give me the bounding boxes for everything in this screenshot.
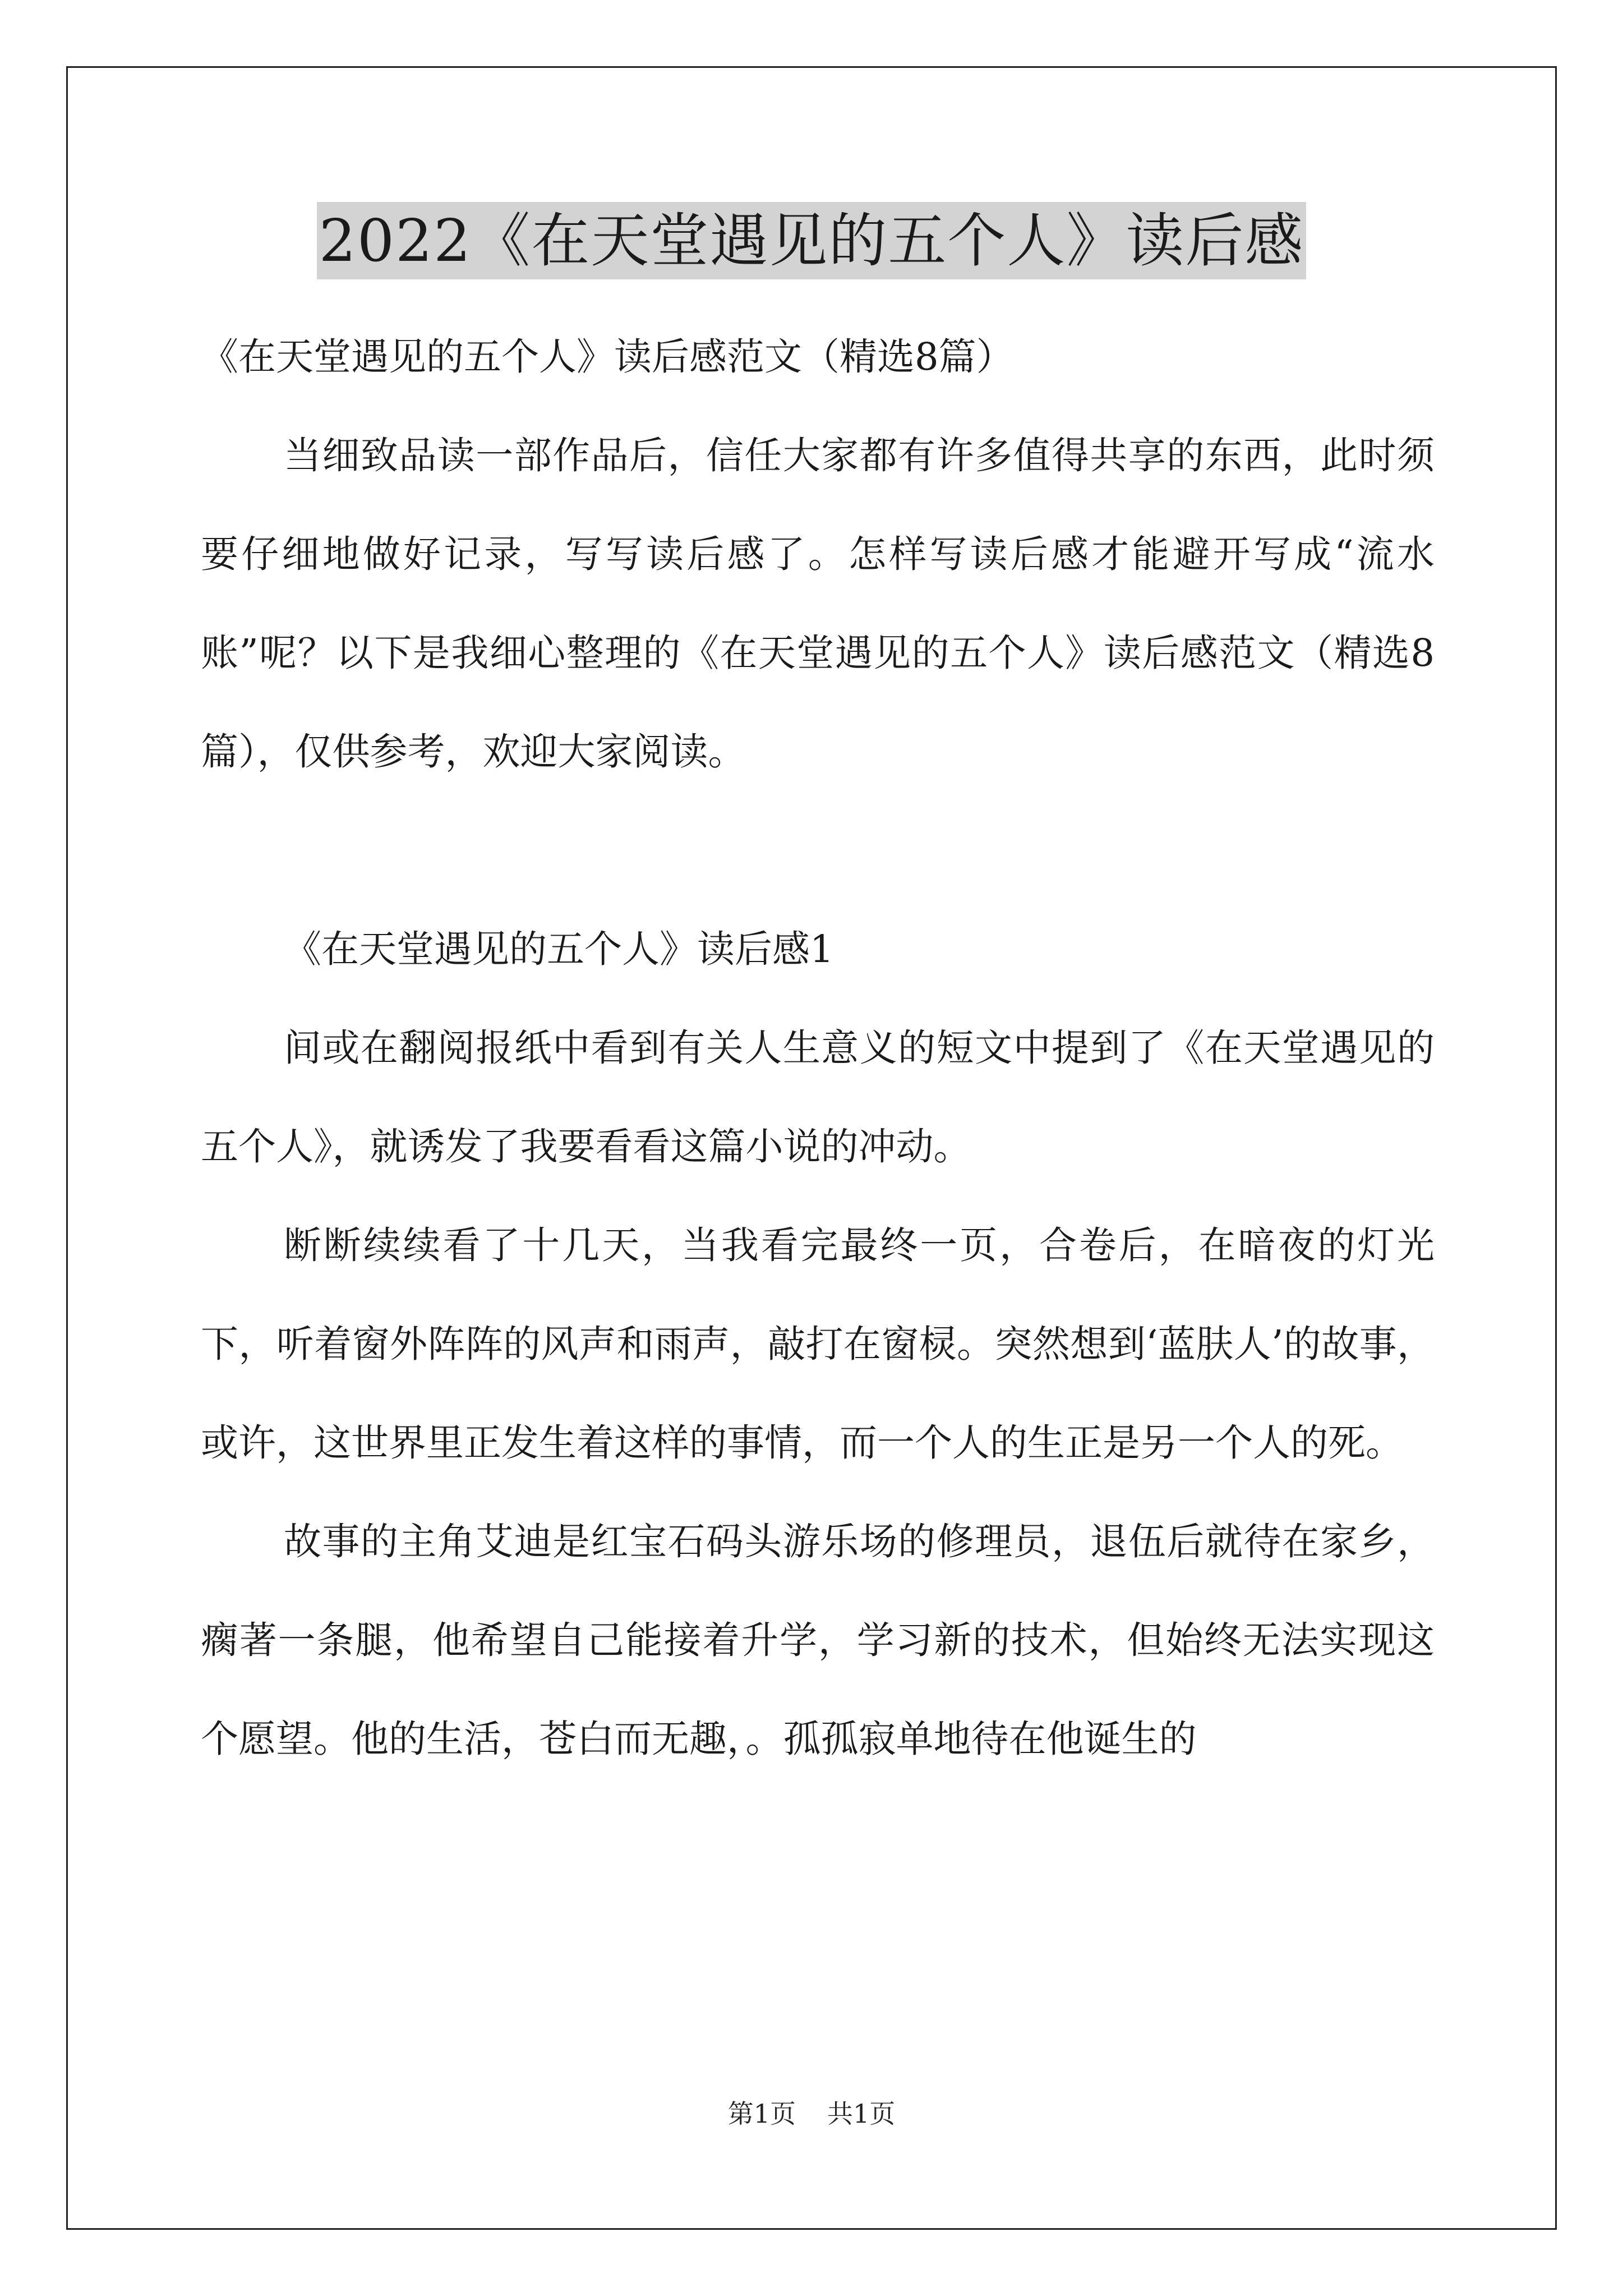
page-number: 第1页 — [727, 2099, 796, 2129]
title-container — [0, 202, 1623, 279]
body-paragraph-2: 断断续续看了十几天，当我看完最终一页，合卷后，在暗夜的灯光下，听着窗外阵阵的风声和雨声，敲打在窗棂。突然想到‘蓝肤人’的故事，或许，这世界里正发生着这样的事情，而一个人的生正是另一个人的死。 — [201, 1223, 1435, 1465]
body-paragraph-1: 间或在翻阅报纸中看到有关人生意义的短文中提到了《在天堂遇见的五个人》，就诱发了我要看看这篇小说的冲动。 — [201, 1026, 1435, 1168]
page-footer — [0, 2097, 1623, 2131]
document-subtitle: 《在天堂遇见的五个人》读后感范文（精选8篇） — [201, 335, 1014, 379]
page-total: 共1页 — [827, 2099, 896, 2129]
body-paragraph-3: 故事的主角艾迪是红宝石码头游乐场的修理员，退伍后就待在家乡，瘸著一条腿，他希望自己能接着升学，学习新的技术，但始终无法实现这个愿望。他的生活，苍白而无趣，。孤孤寂单地待在他诞生的 — [201, 1520, 1435, 1761]
intro-paragraph: 当细致品读一部作品后，信任大家都有许多值得共享的东西，此时须要仔细地做好记录，写写读后感了。怎样写读后感才能避开写成“流水账”呢？以下是我细心整理的《在天堂遇见的五个人》读后感范文（精选8篇），仅供参考，欢迎大家阅读。 — [201, 434, 1435, 774]
section-heading: 《在天堂遇见的五个人》读后感1 — [284, 927, 834, 971]
document-body — [201, 307, 1435, 1788]
document-title: 2022《在天堂遇见的五个人》读后感 — [317, 202, 1307, 279]
